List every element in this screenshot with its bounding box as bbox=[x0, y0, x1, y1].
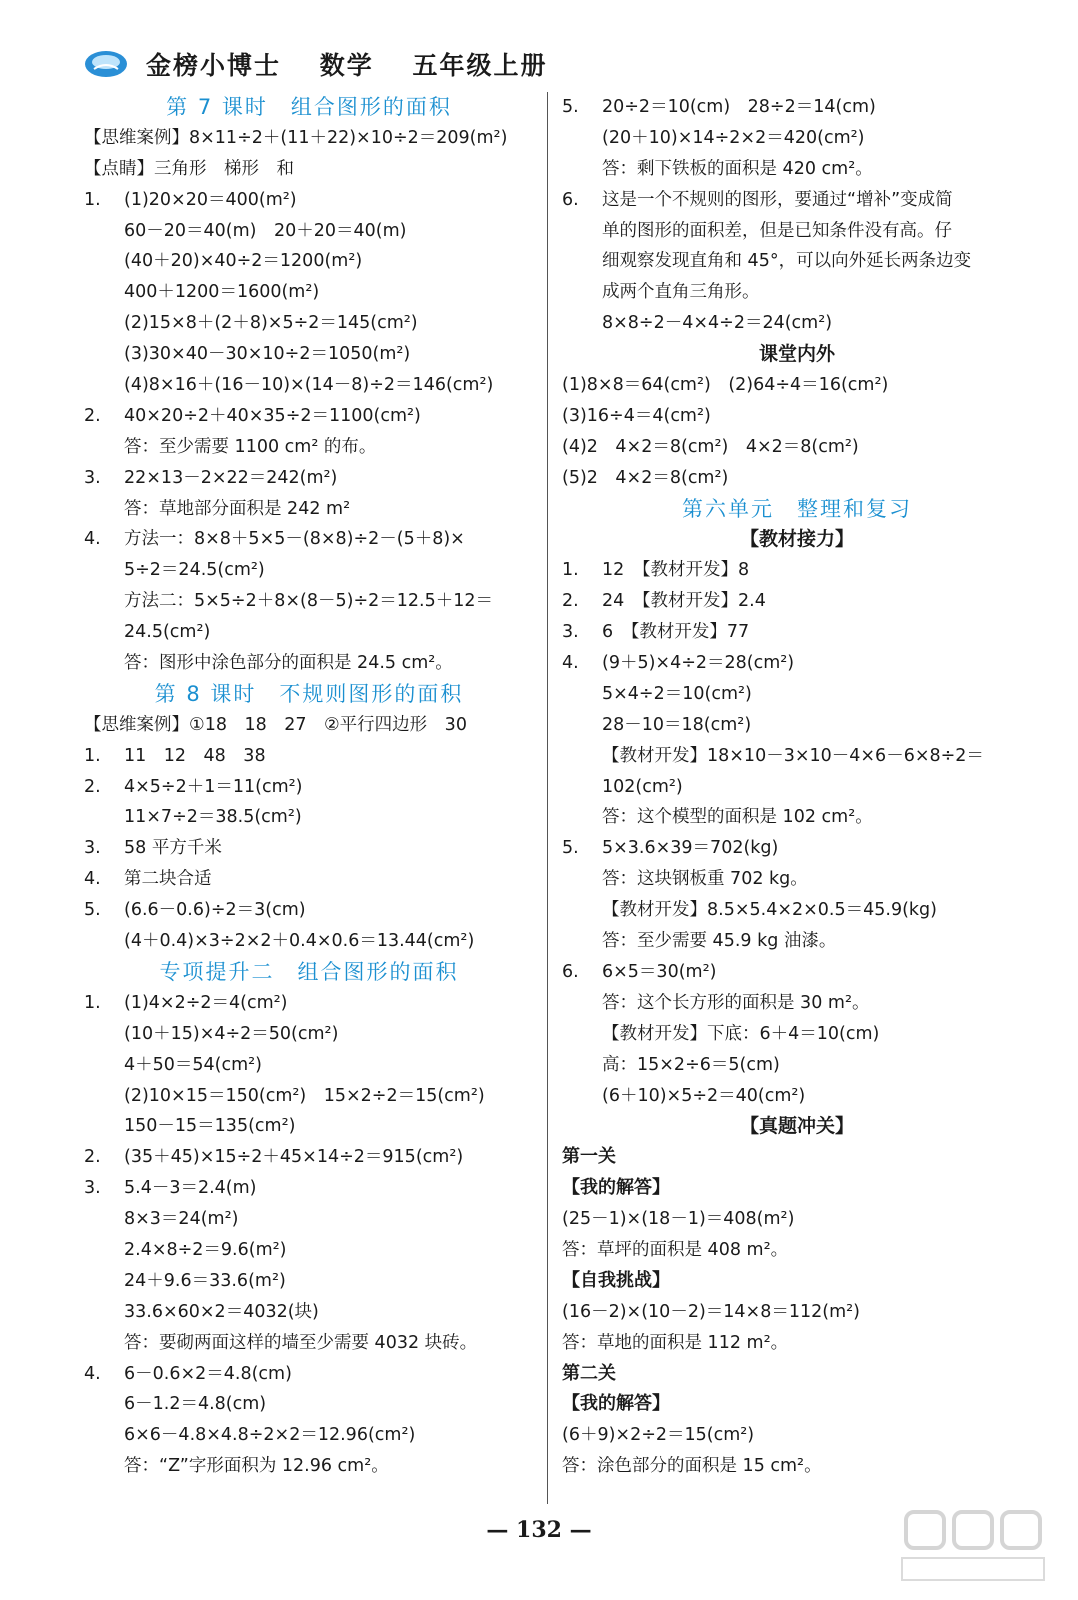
item-text: 24.5(cm²) bbox=[124, 622, 211, 643]
item-text: 102(cm²) bbox=[602, 776, 683, 797]
item-text: 24＋9.6＝33.6(m²) bbox=[124, 1270, 286, 1291]
answer-continuation bbox=[84, 1451, 534, 1482]
item-text: 8×8÷2－4×4÷2＝24(cm²) bbox=[602, 313, 833, 334]
item-number: 3. bbox=[562, 622, 579, 643]
watermark-logo bbox=[898, 1508, 1048, 1586]
section-heading: 第 8 课时 不规则图形的面积 bbox=[154, 681, 464, 706]
text-line: (3)16÷4＝4(cm²) bbox=[562, 405, 711, 426]
text-line: (25－1)×(18－1)＝408(m²) bbox=[562, 1209, 795, 1230]
section-heading: 专项提升二 组合图形的面积 bbox=[159, 959, 459, 984]
item-text: 答：草地部分面积是 242 m² bbox=[124, 498, 351, 519]
answer-continuation bbox=[562, 216, 1032, 247]
sub-heading: 【教材接力】 bbox=[739, 528, 854, 551]
item-text: 答：剩下铁板的面积是 420 cm²。 bbox=[602, 158, 873, 179]
page-number: — 132 — bbox=[486, 1517, 592, 1543]
item-text: 高：15×2÷6＝5(cm) bbox=[602, 1054, 780, 1075]
answer-continuation bbox=[562, 246, 1032, 277]
answer-continuation bbox=[84, 494, 534, 525]
answer-continuation bbox=[562, 895, 1032, 926]
answer-item bbox=[84, 1142, 534, 1173]
answer-item bbox=[84, 1359, 534, 1390]
item-text: 22×13－2×22＝242(m²) bbox=[124, 467, 338, 488]
item-text: 150－15＝135(cm²) bbox=[124, 1116, 296, 1137]
item-number: 2. bbox=[84, 405, 101, 426]
item-text: 60－20＝40(m) 20＋20＝40(m) bbox=[124, 220, 407, 241]
header-subject: 数学 bbox=[319, 51, 374, 80]
item-text: (1)20×20＝400(m²) bbox=[124, 189, 297, 210]
left-column bbox=[84, 92, 534, 1482]
answer-continuation bbox=[84, 1389, 534, 1420]
answer-continuation bbox=[84, 617, 534, 648]
item-text: 33.6×60×2＝4032(块) bbox=[124, 1301, 319, 1322]
answer-item bbox=[562, 617, 1032, 648]
item-number: 3. bbox=[84, 1178, 101, 1199]
item-text: 第二块合适 bbox=[124, 869, 212, 890]
item-text: 【教材开发】8.5×5.4×2×0.5＝45.9(kg) bbox=[602, 900, 937, 921]
answer-continuation bbox=[84, 1019, 534, 1050]
item-text: 单的图形的面积差，但是已知条件没有高。仔 bbox=[602, 220, 952, 241]
item-text: 12 【教材开发】8 bbox=[602, 560, 750, 581]
text-line: (6＋9)×2÷2＝15(cm²) bbox=[562, 1425, 755, 1446]
item-number: 1. bbox=[562, 560, 579, 581]
answer-continuation bbox=[562, 1050, 1032, 1081]
item-text: 40×20÷2＋40×35÷2＝1100(cm²) bbox=[124, 405, 421, 426]
item-number: 2. bbox=[84, 1147, 101, 1168]
answer-item bbox=[84, 833, 534, 864]
answer-continuation bbox=[84, 1420, 534, 1451]
right-column bbox=[562, 92, 1032, 1482]
answer-item bbox=[84, 895, 534, 926]
answer-continuation bbox=[562, 154, 1032, 185]
item-number: 4. bbox=[562, 653, 579, 674]
item-text: (10＋15)×4÷2＝50(cm²) bbox=[124, 1023, 339, 1044]
item-text: 6×6－4.8×4.8÷2×2＝12.96(cm²) bbox=[124, 1425, 416, 1446]
text-line: (1)8×8＝64(cm²) (2)64÷4＝16(cm²) bbox=[562, 375, 889, 396]
item-number: 4. bbox=[84, 529, 101, 550]
section-heading: 第六单元 整理和复习 bbox=[682, 496, 912, 521]
sub-heading: 课堂内外 bbox=[758, 343, 835, 366]
answer-continuation bbox=[84, 1328, 534, 1359]
answer-item bbox=[562, 833, 1032, 864]
item-text: 6 【教材开发】77 bbox=[602, 622, 750, 643]
answer-item bbox=[84, 185, 534, 216]
answer-continuation bbox=[84, 216, 534, 247]
item-text: 【教材开发】下底：6＋4＝10(cm) bbox=[602, 1023, 880, 1044]
item-text: 【教材开发】18×10－3×10－4×6－6×8÷2＝ bbox=[602, 745, 984, 766]
item-text: (4)8×16＋(16－10)×(14－8)÷2＝146(cm²) bbox=[124, 375, 494, 396]
item-text: 5÷2＝24.5(cm²) bbox=[124, 560, 265, 581]
answer-item bbox=[84, 1173, 534, 1204]
sub-heading: 【真题冲关】 bbox=[739, 1115, 854, 1138]
answer-continuation bbox=[562, 741, 1032, 772]
answer-continuation bbox=[84, 339, 534, 370]
item-text: 这是一个不规则的图形，要通过“增补”变成简 bbox=[602, 189, 953, 210]
item-text: (6＋10)×5÷2＝40(cm²) bbox=[602, 1085, 806, 1106]
item-number: 5. bbox=[562, 838, 579, 859]
item-text: 24 【教材开发】2.4 bbox=[602, 591, 766, 612]
item-number: 6. bbox=[562, 189, 579, 210]
answer-continuation bbox=[562, 679, 1032, 710]
answer-item bbox=[84, 463, 534, 494]
item-text: (9＋5)×4÷2＝28(cm²) bbox=[602, 653, 795, 674]
answer-continuation bbox=[84, 432, 534, 463]
answer-item bbox=[562, 185, 1032, 216]
answer-continuation bbox=[84, 1235, 534, 1266]
item-text: (35＋45)×15÷2＋45×14÷2＝915(cm²) bbox=[124, 1147, 464, 1168]
answer-item bbox=[84, 988, 534, 1019]
bold-label: 【我的解答】 bbox=[562, 1393, 670, 1415]
item-text: 答：至少需要 1100 cm² 的布。 bbox=[124, 436, 377, 457]
item-text: 方法一：8×8＋5×5－(8×8)÷2－(5＋8)× bbox=[124, 529, 465, 550]
answer-continuation bbox=[562, 710, 1032, 741]
item-text: (40＋20)×40÷2＝1200(m²) bbox=[124, 251, 363, 272]
item-text: 答：“Z”字形面积为 12.96 cm²。 bbox=[124, 1456, 389, 1477]
text-line: 答：草坪的面积是 408 m²。 bbox=[562, 1239, 789, 1260]
answer-item bbox=[562, 555, 1032, 586]
item-number: 4. bbox=[84, 1363, 101, 1384]
answer-continuation bbox=[562, 123, 1032, 154]
item-number: 2. bbox=[562, 591, 579, 612]
item-number: 2. bbox=[84, 776, 101, 797]
text-line: (5)2 4×2＝8(cm²) bbox=[562, 467, 729, 488]
item-text: 2.4×8÷2＝9.6(m²) bbox=[124, 1239, 287, 1260]
item-text: 5×3.6×39＝702(kg) bbox=[602, 838, 779, 859]
header-series: 金榜小博士 bbox=[146, 51, 282, 80]
item-number: 4. bbox=[84, 869, 101, 890]
item-text: 4×5÷2＋1＝11(cm²) bbox=[124, 776, 303, 797]
answer-continuation bbox=[84, 926, 534, 957]
item-text: (3)30×40－30×10÷2＝1050(m²) bbox=[124, 344, 411, 365]
text-line: (4)2 4×2＝8(cm²) 4×2＝8(cm²) bbox=[562, 436, 859, 457]
item-text: 答：至少需要 45.9 kg 油漆。 bbox=[602, 931, 837, 952]
answer-item bbox=[84, 524, 534, 555]
answer-item bbox=[84, 864, 534, 895]
header-grade: 五年级上册 bbox=[412, 51, 548, 80]
answer-continuation bbox=[84, 1266, 534, 1297]
answer-continuation bbox=[84, 586, 534, 617]
item-number: 1. bbox=[84, 992, 101, 1013]
answer-item bbox=[562, 957, 1032, 988]
item-text: 6－0.6×2＝4.8(cm) bbox=[124, 1363, 292, 1384]
text-line: (16－2)×(10－2)＝14×8＝112(m²) bbox=[562, 1301, 860, 1322]
item-text: 400＋1200＝1600(m²) bbox=[124, 282, 320, 303]
answer-item bbox=[562, 648, 1032, 679]
item-text: 方法二：5×5÷2＋8×(8－5)÷2＝12.5＋12＝ bbox=[124, 591, 493, 612]
item-text: 58 平方千米 bbox=[124, 838, 222, 859]
answer-continuation bbox=[562, 308, 1032, 339]
answer-continuation bbox=[84, 1081, 534, 1112]
answer-continuation bbox=[562, 802, 1032, 833]
answer-continuation bbox=[84, 1111, 534, 1142]
item-text: 6－1.2＝4.8(cm) bbox=[124, 1394, 267, 1415]
answer-item bbox=[84, 772, 534, 803]
item-number: 3. bbox=[84, 467, 101, 488]
item-text: 28－10＝18(cm²) bbox=[602, 714, 752, 735]
item-text: 20÷2＝10(cm) 28÷2＝14(cm) bbox=[602, 97, 876, 117]
item-text: 答：这个模型的面积是 102 cm²。 bbox=[602, 807, 873, 828]
item-text: 11×7÷2＝38.5(cm²) bbox=[124, 807, 302, 828]
answer-item bbox=[562, 586, 1032, 617]
answer-continuation bbox=[84, 277, 534, 308]
item-text: 答：这块钢板重 702 kg。 bbox=[602, 869, 808, 890]
answer-continuation bbox=[562, 864, 1032, 895]
item-text: 11 12 48 38 bbox=[124, 745, 266, 766]
item-text: (4＋0.4)×3÷2×2＋0.4×0.6＝13.44(cm²) bbox=[124, 931, 475, 952]
item-number: 1. bbox=[84, 189, 101, 210]
answer-continuation bbox=[562, 772, 1032, 803]
answer-continuation bbox=[84, 370, 534, 401]
section-heading: 第 7 课时 组合图形的面积 bbox=[166, 95, 452, 119]
column-divider bbox=[547, 92, 548, 1504]
answer-continuation bbox=[84, 648, 534, 679]
item-text: 5×4÷2＝10(cm²) bbox=[602, 683, 752, 704]
bold-label: 【自我挑战】 bbox=[562, 1269, 670, 1291]
page-header bbox=[84, 44, 575, 84]
item-text: (6.6－0.6)÷2＝3(cm) bbox=[124, 900, 306, 921]
item-text: 4＋50＝54(cm²) bbox=[124, 1054, 263, 1075]
item-text: 5.4－3＝2.4(m) bbox=[124, 1178, 257, 1199]
book-logo-icon bbox=[84, 49, 128, 79]
text-line: 答：涂色部分的面积是 15 cm²。 bbox=[562, 1456, 822, 1477]
answer-item bbox=[562, 92, 1032, 123]
item-number: 5. bbox=[562, 97, 579, 117]
header-title bbox=[146, 46, 575, 82]
item-text: 答：图形中涂色部分的面积是 24.5 cm²。 bbox=[124, 653, 453, 674]
text-line: 【思维案例】8×11÷2＋(11＋22)×10÷2＝209(m²) bbox=[84, 127, 508, 148]
item-text: 细观察发现直角和 45°，可以向外延长两条边变 bbox=[602, 251, 972, 272]
text-line: 【思维案例】①18 18 27 ②平行四边形 30 bbox=[84, 714, 467, 735]
item-text: (2)10×15＝150(cm²) 15×2÷2＝15(cm²) bbox=[124, 1085, 485, 1106]
bold-label: 【我的解答】 bbox=[562, 1177, 670, 1199]
item-text: (2)15×8＋(2＋8)×5÷2＝145(cm²) bbox=[124, 313, 418, 334]
item-text: 答：要砌两面这样的墙至少需要 4032 块砖。 bbox=[124, 1332, 478, 1353]
bold-label: 第一关 bbox=[562, 1146, 616, 1168]
item-number: 1. bbox=[84, 745, 101, 766]
item-text: 成两个直角三角形。 bbox=[602, 282, 760, 303]
answer-continuation bbox=[562, 277, 1032, 308]
text-line: 答：草地的面积是 112 m²。 bbox=[562, 1332, 789, 1353]
answer-continuation bbox=[562, 988, 1032, 1019]
text-line: 【点睛】三角形 梯形 和 bbox=[84, 158, 294, 179]
answer-continuation bbox=[84, 1297, 534, 1328]
item-number: 6. bbox=[562, 961, 579, 982]
item-text: 8×3＝24(m²) bbox=[124, 1209, 239, 1230]
answer-continuation bbox=[562, 1019, 1032, 1050]
item-text: 答：这个长方形的面积是 30 m²。 bbox=[602, 992, 870, 1013]
answer-continuation bbox=[562, 1081, 1032, 1112]
item-number: 5. bbox=[84, 900, 101, 921]
item-text: (20＋10)×14÷2×2＝420(cm²) bbox=[602, 127, 865, 148]
answer-continuation bbox=[84, 308, 534, 339]
bold-label: 第二关 bbox=[562, 1362, 616, 1384]
answer-item bbox=[84, 741, 534, 772]
item-text: 6×5＝30(m²) bbox=[602, 961, 717, 982]
item-number: 3. bbox=[84, 838, 101, 859]
answer-continuation bbox=[84, 802, 534, 833]
answer-item bbox=[84, 401, 534, 432]
answer-continuation bbox=[84, 1050, 534, 1081]
answer-continuation bbox=[84, 1204, 534, 1235]
answer-continuation bbox=[84, 246, 534, 277]
item-text: (1)4×2÷2＝4(cm²) bbox=[124, 992, 288, 1013]
answer-continuation bbox=[84, 555, 534, 586]
answer-continuation bbox=[562, 926, 1032, 957]
